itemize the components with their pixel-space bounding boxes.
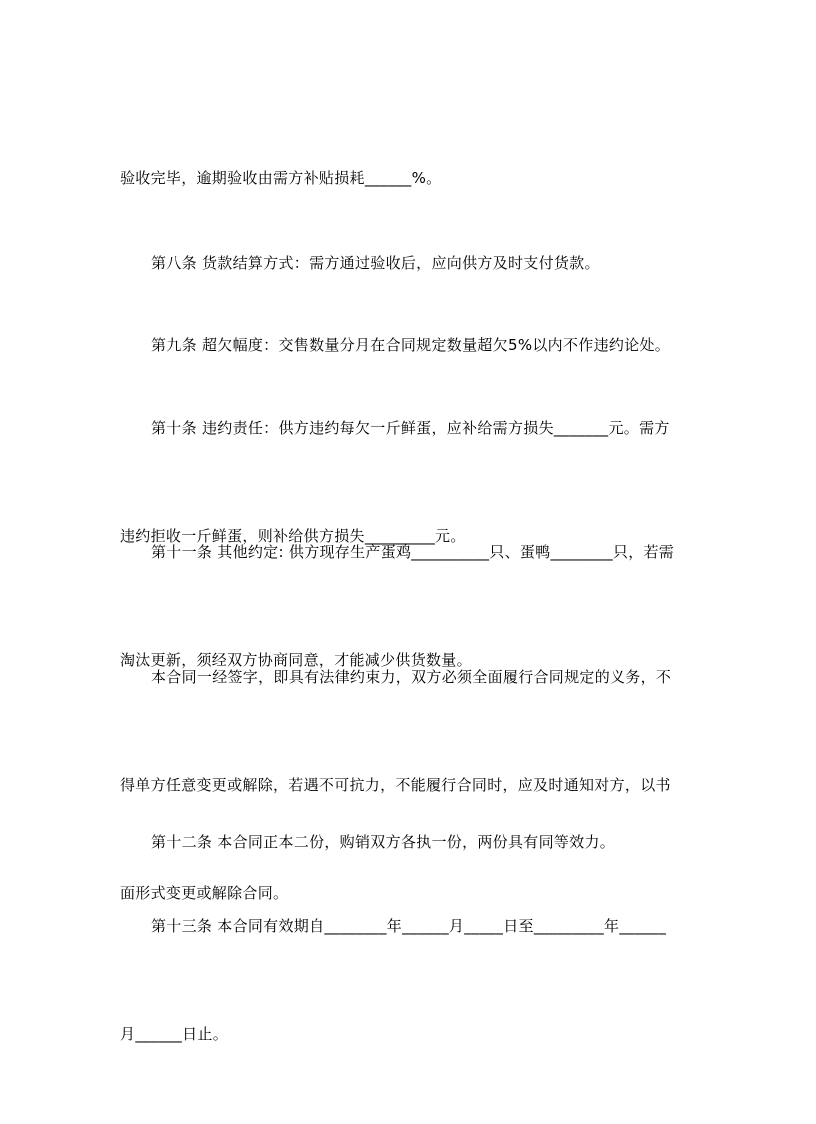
text-line [120, 659, 696, 695]
text-run: 第十三条 本合同有效期自 [151, 917, 325, 935]
fill-in-blank-start-day: _____ [464, 917, 504, 935]
paragraph-article-13 [120, 836, 696, 1124]
text-run: 只、蛋鸭 [489, 543, 551, 561]
text-run: 元。 [435, 527, 466, 545]
text-line [120, 1016, 696, 1052]
text-run: 第十一条 其他约定: 供方现存生产蛋鸡 [151, 543, 412, 561]
text-run: 年 [386, 917, 403, 935]
text-run: 第八条 货款结算方式：需方通过验收后，应向供方及时支付货款。 [151, 254, 600, 272]
text-run: 月 [448, 917, 465, 935]
text-run: 验收完毕，逾期验收由需方补贴损耗 [120, 169, 365, 187]
fill-in-blank-duck-count: ________ [550, 543, 613, 561]
text-line [120, 410, 696, 446]
text-run: 本合同一经签字，即具有法律约束力，双方必须全面履行合同规定的义务，不 [151, 668, 672, 686]
fill-in-blank-start-month: ______ [402, 917, 449, 935]
fill-in-blank-loss-percent: ______ [364, 169, 412, 187]
fill-in-blank-start-year: ________ [324, 917, 387, 935]
text-run: 年 [604, 917, 620, 935]
text-run: 违约拒收一斤鲜蛋，则补给供方损失 [120, 527, 365, 545]
text-line [120, 534, 696, 570]
fill-in-blank-end-day: ______ [135, 1025, 183, 1043]
fill-in-blank-supplier-penalty: _______ [553, 419, 609, 437]
fill-in-blank-end-year: _________ [533, 917, 605, 935]
text-line [120, 908, 696, 944]
fill-in-blank-hen-count: __________ [411, 543, 490, 561]
text-run: 淘汰更新，须经双方协商同意，才能减少供货数量。 [120, 651, 472, 669]
text-run: 面形式变更或解除合同。 [120, 884, 289, 902]
text-run: 日至 [503, 917, 534, 935]
text-run: 月 [120, 1025, 136, 1043]
text-run: %。 [411, 169, 442, 187]
text-run: 第九条 超欠幅度：交售数量分月在合同规定数量超欠5%以内不作违约论处。 [151, 336, 671, 354]
text-run: 只，若需 [612, 543, 675, 561]
text-run: 第十条 违约责任：供方违约每欠一斤鲜蛋，应补给需方损失 [151, 419, 554, 437]
text-run: 元。需方 [608, 419, 670, 437]
text-run: 得单方任意变更或解除，若遇不可抗力，不能履行合同时，应及时通知对方，以书 [120, 776, 671, 794]
text-run: 日止。 [182, 1025, 229, 1043]
text-run: 第十二条 本合同正本二份，购销双方各执一份，两份具有同等效力。 [151, 833, 616, 851]
fill-in-blank-end-month: ______ [619, 917, 667, 935]
fill-in-blank-buyer-penalty: _________ [364, 527, 436, 545]
